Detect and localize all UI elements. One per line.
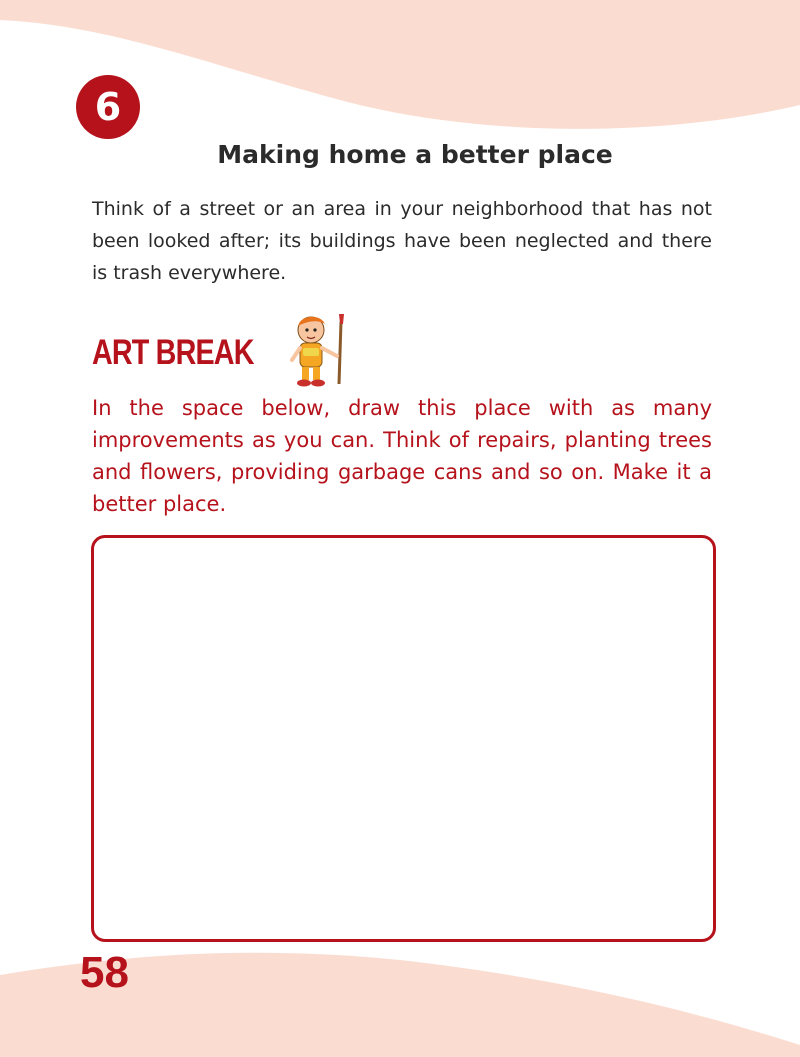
drawing-area[interactable] xyxy=(91,535,716,942)
page-title: Making home a better place xyxy=(217,140,613,169)
art-break-instructions: In the space below, draw this place with as many improvements as you can. Think of repairs, planting trees and flowers, providing garbage cans and so on. Make it a better place. xyxy=(92,396,712,516)
painter-boy-icon xyxy=(283,312,355,388)
section-number-badge xyxy=(76,75,140,139)
art-break-heading: ART BREAK xyxy=(92,333,254,372)
intro-paragraph: Think of a street or an area in your neighborhood that has not been looked after; its buildings have been neglected and there is trash everywhere. xyxy=(92,198,712,284)
section-number: 6 xyxy=(94,85,122,129)
page-number: 58 xyxy=(80,948,129,997)
